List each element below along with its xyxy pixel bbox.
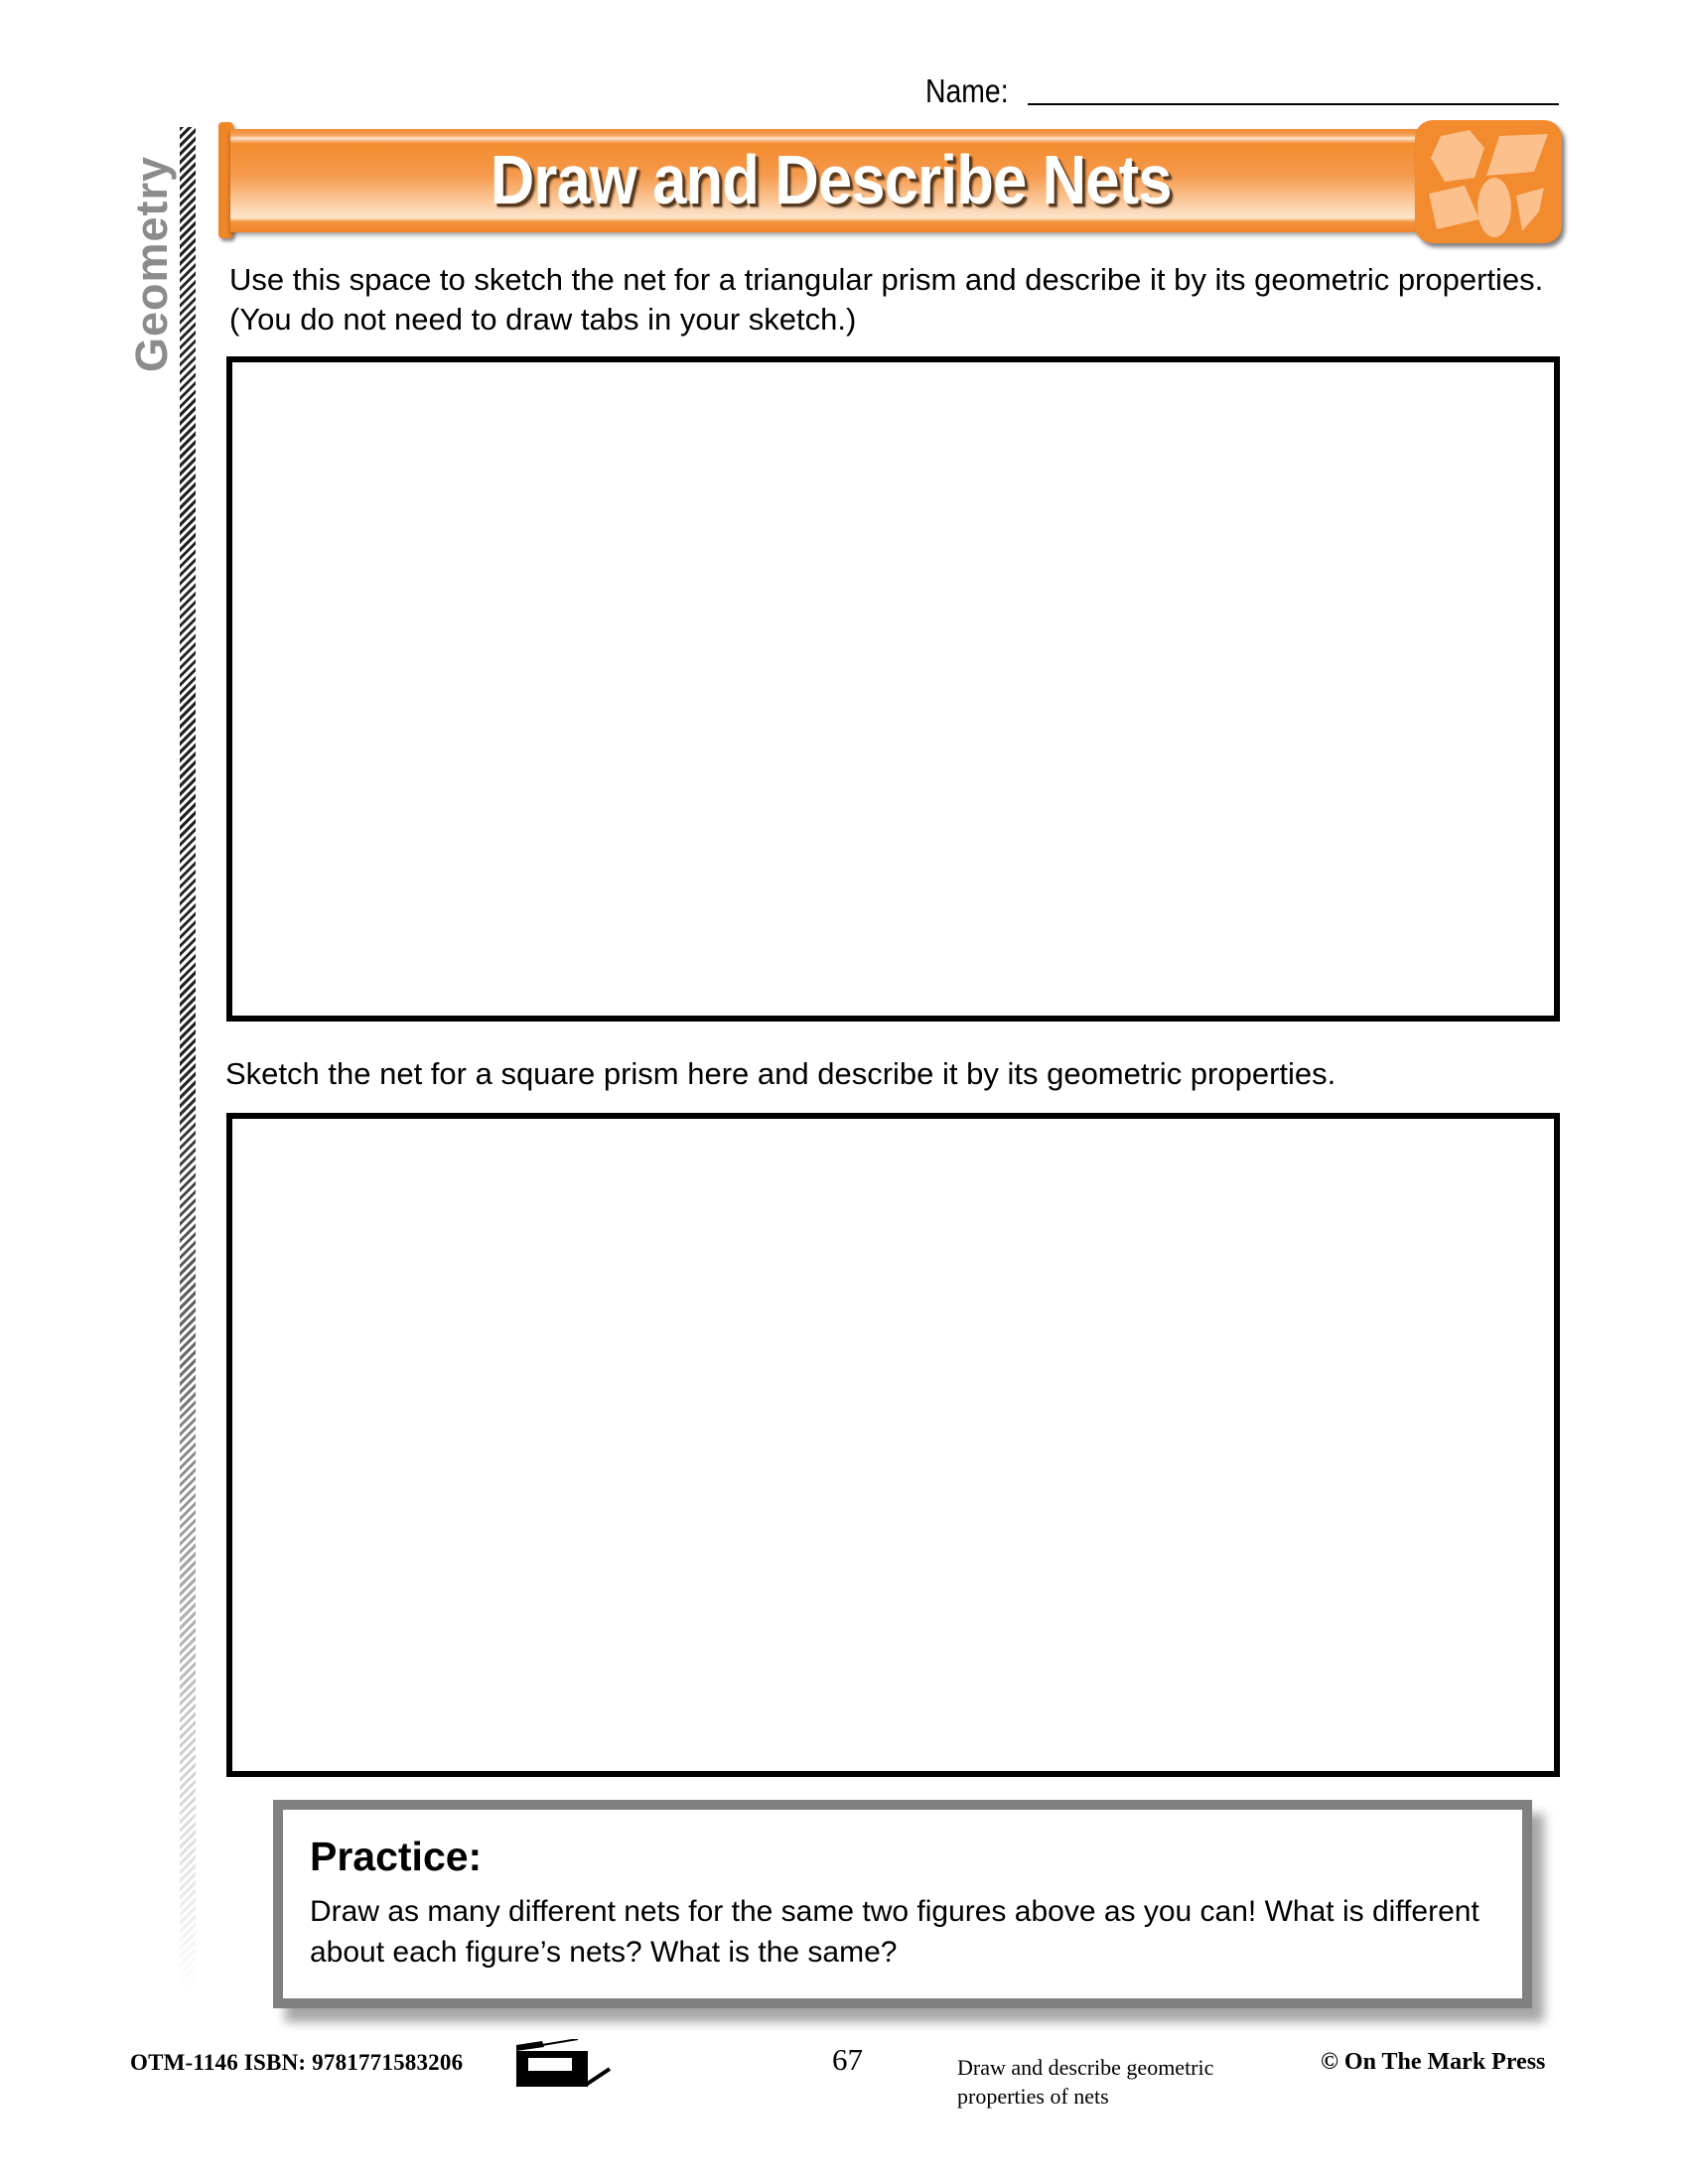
footer-description: Draw and describe geometric properties of nets: [957, 2055, 1214, 2109]
photocopier-icon: [514, 2039, 612, 2089]
practice-body: Draw as many different nets for the same two figures above as you can! What is different about each figure’s nets? What is the same?: [310, 1895, 1479, 1969]
sketch-area-triangular-prism[interactable]: [226, 356, 1560, 1022]
name-field[interactable]: [1028, 103, 1559, 105]
shapes-icon-graphic: [1415, 120, 1562, 243]
copyright: © On The Mark Press: [1321, 2049, 1546, 2075]
page-title-text: Draw and Describe Nets: [491, 141, 1172, 218]
instruction-triangular-prism: Use this space to sketch the net for a triangular prism and describe it by its geometric properties. (You do not need to draw tabs in your sketch.): [229, 262, 1544, 337]
subject-label: Geometry: [126, 155, 177, 372]
shapes-icon: [1415, 120, 1562, 243]
sketch-area-square-prism[interactable]: [226, 1113, 1560, 1777]
name-label: Name:: [925, 72, 1009, 109]
practice-title: Practice:: [310, 1834, 483, 1879]
photocopier-graphic: [514, 2039, 612, 2089]
page-title: [230, 135, 1432, 224]
page-number: 67: [832, 2042, 863, 2077]
hatch-decoration: [180, 127, 196, 1993]
footer-code: OTM-1146 ISBN: 9781771583206: [130, 2050, 464, 2075]
instruction-square-prism: Sketch the net for a square prism here and describe it by its geometric properties.: [225, 1056, 1336, 1091]
